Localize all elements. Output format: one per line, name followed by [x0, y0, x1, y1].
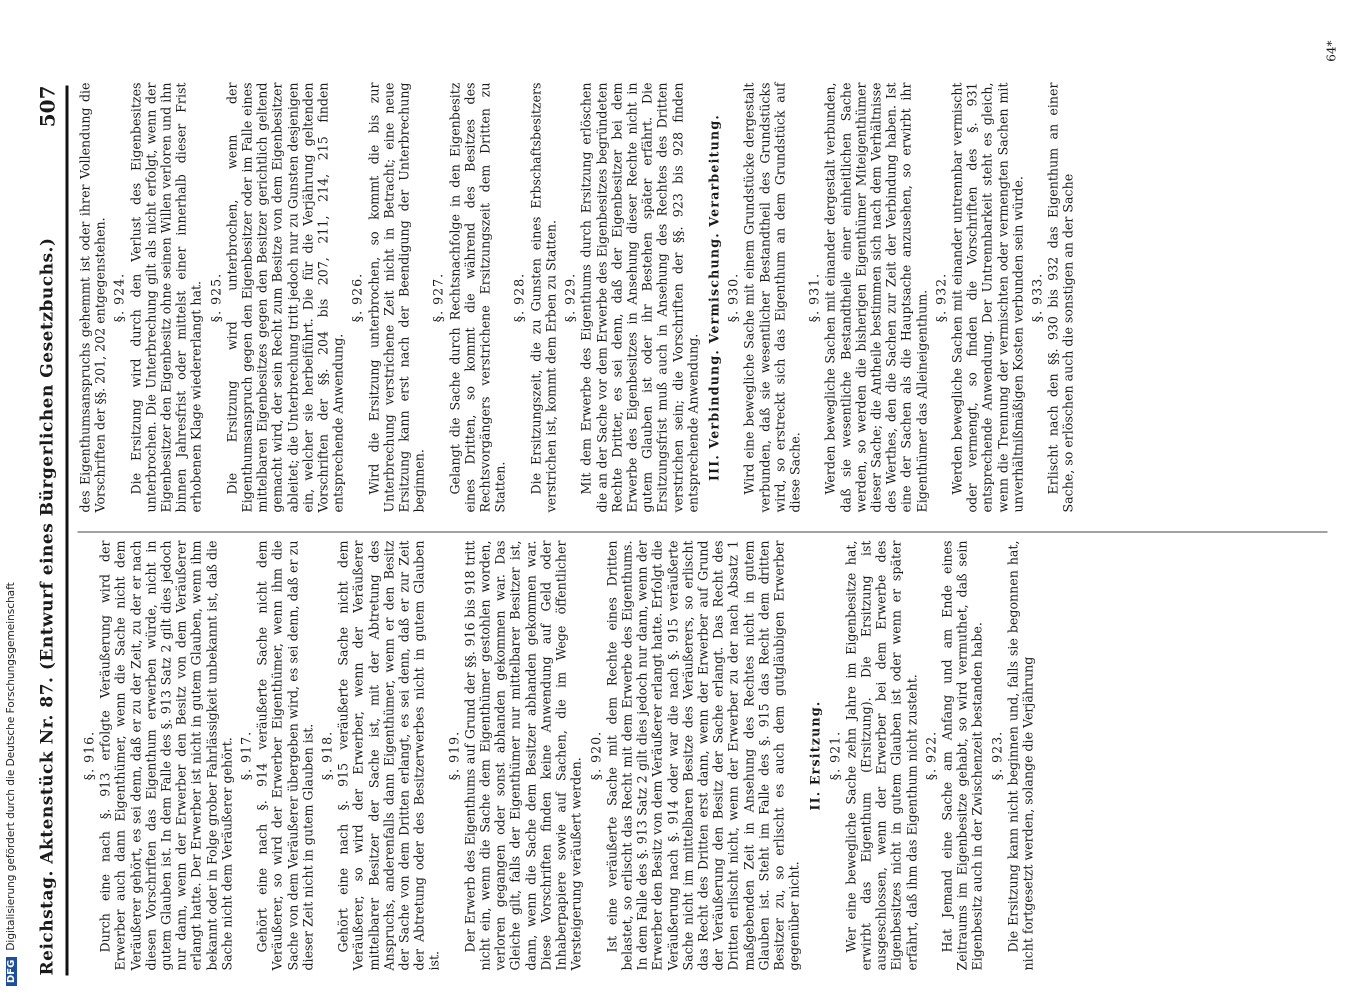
section-number: §. 920. — [588, 730, 603, 781]
section-number: §. 931. — [806, 272, 822, 323]
section-text: Werden bewegliche Sachen mit einander untrennbar vermischt oder vermengt, so finden die Vorschriften des §. 931 entsprechende Anwendung. Der Untrennbarkeit steht es gleich, wenn die Trennung der vermischten oder vermengten Sachen mit unverhältnißmäßigen Kosten verbunden sein würde. — [949, 82, 1026, 513]
column-divider — [78, 532, 1328, 533]
section-text: Erlischt nach den §§. 930 bis 932 das Eigenthum an einer Sache, so erlöschen auch die sonstigen an der Sache — [1045, 82, 1076, 513]
left-heading: II. Ersitzung. — [807, 700, 823, 811]
section-number: §. 928. — [511, 272, 527, 323]
section-text: Werden bewegliche Sachen mit einander dergestalt verbunden, daß sie wesentliche Bestandtheile einer einheitlichen Sache werden, so werden die bisherigen Eigenthümer Miteigenthümer dieser Sache; die Antheile bestimmen sich nach dem Verhältnisse des Werthes, den die Sachen zur Zeit der Verbindung haben. Ist eine der Sachen als die Hauptsache anzusehen, so erwirbt ihr Eigenthümer das Alleineigenthum. — [822, 82, 930, 513]
section-number: §. 924. — [111, 272, 127, 323]
section-number: §. 921. — [827, 730, 843, 781]
section-number: §. 922. — [923, 730, 939, 781]
page-header — [34, 86, 69, 976]
section-text: Wer eine bewegliche Sache zehn Jahre im Eigenbesitze hat, erwirbt das Eigenthum (Ersitzung). Die Ersitzung ist ausgeschlossen, wenn der Erwerber bei dem Erwerbe des Eigenbesitzes nicht in gutem Glauben ist oder wenn er später erfährt, daß ihm das Eigenthum nicht zusteht. — [843, 540, 920, 971]
section-text: Wird die Ersitzung unterbrochen, so kommt die bis zur Unterbrechung verstrichene Zeit nicht in Betracht; eine neue Ersitzung kann erst nach der Beendigung der Unterbrechung beginnen. — [366, 82, 427, 513]
section-text: Ist eine veräußerte Sache mit dem Rechte eines Dritten belastet, so erlischt das Recht mit dem Erwerbe des Eigenthums. In dem Falle des §. 913 Satz 2 gilt dies jedoch nur dann, wenn der Erwerber den Besitz von dem Veräußerer erlangt hatte. Erfolgt die Veräußerung nach §. 914 oder war die nach §. 915 veräußerte Sache nicht im mittelbaren Besitze des Veräußerers, so erlischt das Recht des Dritten erst dann, wenn der Erwerber auf Grund der Veräußerung den Besitz der Sache erlangt. Das Recht des Dritten erlischt nicht, wenn der Erwerber zu der nach Absatz 1 maßgebenden Zeit in Ansehung des Rechtes nicht in gutem Glauben ist. Steht im Falle des §. 915 das Recht dem dritten Besitzer zu, so erlischt es auch dem gutgläubigen Erwerber gegenüber nicht. — [604, 540, 802, 971]
section-number: §. 932. — [933, 272, 949, 323]
section-text: Die Ersitzung kann nicht beginnen und, falls sie begonnen hat, nicht fortgesetzt werden, solange die Verjährung — [1005, 540, 1036, 971]
section-text: Die Ersitzungszeit, die zu Gunsten eines Erbschaftsbesitzers verstrichen ist, kommt dem Erben zu Statten. — [528, 82, 559, 513]
section-number: §. 916. — [81, 730, 97, 781]
section-text: Durch eine nach §. 913 erfolgte Veräußerung wird der Erwerber auch dann Eigenthümer, wenn die Sache nicht dem Veräußerer gehört, es sei denn, daß er zu der Zeit, zu der er nach diesen Vorschriften das Eigenthum erwerben würde, nicht in gutem Glauben ist. In dem Falle des §. 913 Satz 2 gilt dies jedoch nur dann, wenn der Erwerber den Besitz von dem Veräußerer erlangt hatte. Der Erwerber ist nicht in gutem Glauben, wenn ihm bekannt oder in Folge grober Fahrlässigkeit unbekannt ist, daß die Sache nicht dem Veräußerer gehört. — [97, 540, 235, 971]
section-number: §. 925. — [208, 272, 224, 323]
section-number: §. 917. — [238, 730, 254, 781]
right-heading: III. Verbindung. Vermischung. Verarbeitung. — [706, 114, 722, 481]
section-text: Gehört eine nach §. 914 veräußerte Sache nicht dem Veräußerer, so wird der Erwerber Eigenthümer, wenn ihm die Sache von dem Veräußerer übergeben wird, es sei denn, daß er zu dieser Zeit nicht in gutem Glauben ist. — [254, 540, 316, 971]
section-number: §. 919. — [446, 730, 462, 781]
left-column — [78, 541, 1036, 971]
footer-credit-text: Digitalisierung gefördert durch die Deutsche Forschungsgemeinschaft — [5, 582, 17, 951]
right-column — [78, 83, 1077, 513]
section-number: §. 927. — [430, 272, 446, 323]
page-number: 507 — [35, 85, 60, 128]
section-number: §. 930. — [725, 272, 741, 323]
section-number: §. 933. — [1029, 272, 1045, 323]
page-content — [0, 1, 1353, 1001]
section-text: Der Erwerb des Eigenthums auf Grund der §§. 916 bis 918 tritt nicht ein, wenn die Sache dem Eigenthümer gestohlen worden, verloren gegangen oder sonst abhanden gekommen war. Das Gleiche gilt, falls der Eigenthümer nur mittelbarer Besitzer ist, dann, wenn die Sache dem Besitzer abhanden gekommen war. Diese Vorschriften finden keine Anwendung auf Geld oder Inhaberpapiere sowie auf Sachen, die im Wege öffentlicher Versteigerung veräußert werden. — [462, 540, 584, 971]
section-text: Wird eine bewegliche Sache mit einem Grundstücke dergestalt verbunden, daß sie wesentlicher Bestandtheil des Grundstücks wird, so erstreckt sich das Eigenthum an dem Grundstück auf diese Sache. — [741, 82, 803, 513]
section-number: §. 923. — [989, 730, 1005, 781]
dfg-logo: DFG — [6, 957, 17, 986]
rotated-page — [0, 1, 1353, 1001]
signature-mark: 64* — [1324, 40, 1339, 62]
section-number: §. 918. — [319, 730, 335, 781]
section-text: Die Ersitzung wird unterbrochen, wenn der Eigenthumsanspruch gegen den Eigenbesitzer oder im Falle eines mittelbaren Eigenbesitzes gegen den Besitzer gerichtlich geltend gemacht wird, der sein Recht zum Besitze von dem Eigenbesitzer ableitet; die Unterbrechung tritt jedoch nur zu Gunsten desjenigen ein, welcher sie herbeiführt. Die für die Verjährung geltenden Vorschriften der §§. 204 bis 207, 211, 214, 215 finden entsprechende Anwendung. — [224, 82, 346, 513]
section-text: Gehört eine nach §. 915 veräußerte Sache nicht dem Veräußerer, so wird der Erwerber, wenn der Veräußerer mittelbarer Besitzer der Sache ist, mit der Abtretung des Anspruchs, anderenfalls dann Eigenthümer, wenn er den Besitz der Sache von dem Dritten erlangt, es sei denn, daß er zur Zeit der Abtretung oder des Besitzerwerbes nicht in gutem Glauben ist. — [335, 540, 442, 971]
section-text: des Eigenthumsanspruchs gehemmt ist oder ihrer Vollendung die Vorschriften der §§. 201, 202 entgegenstehen. — [77, 82, 108, 513]
section-text: Mit dem Erwerbe des Eigenthums durch Ersitzung erlöschen die an der Sache vor dem Erwerbe des Eigenbesitzes begründeten Rechte Dritter, es sei denn, daß der Eigenbesitzer bei dem Erwerbe des Eigenbesitzes in Ansehung dieser Rechte nicht in gutem Glauben ist oder ihr Bestehen später erfährt. Die Ersitzungsfrist muß auch in Ansehung des Rechtes des Dritten verstrichen sein; die Vorschriften der §§. 923 bis 928 finden entsprechende Anwendung. — [578, 82, 701, 513]
running-title: Reichstag. Aktenstück Nr. 87. (Entwurf eines Bürgerlichen Gesetzbuchs.) — [37, 237, 58, 976]
section-number: §. 929. — [562, 272, 578, 323]
section-text: Hat Jemand eine Sache am Anfang und am Ende eines Zeitraums im Eigenbesitze gehabt, so wird vermuthet, daß sein Eigenbesitz auch in der Zwischenzeit bestanden habe. — [939, 540, 985, 971]
section-text: Gelangt die Sache durch Rechtsnachfolge in den Eigenbesitz eines Dritten, so kommt die während des Besitzes des Rechtsvorgängers verstrichene Ersitzungszeit dem Dritten zu Statten. — [447, 82, 508, 513]
section-number: §. 926. — [349, 272, 365, 323]
section-text: Die Ersitzung wird durch den Verlust des Eigenbesitzes unterbrochen. Die Unterbrechung gilt als nicht erfolgt, wenn der Eigenbesitzer den Eigenbesitz ohne seinen Willen verloren und ihn binnen Jahresfrist oder mittelst einer innerhalb dieser Frist erhobenen Klage wiedererlangt hat. — [128, 82, 204, 513]
